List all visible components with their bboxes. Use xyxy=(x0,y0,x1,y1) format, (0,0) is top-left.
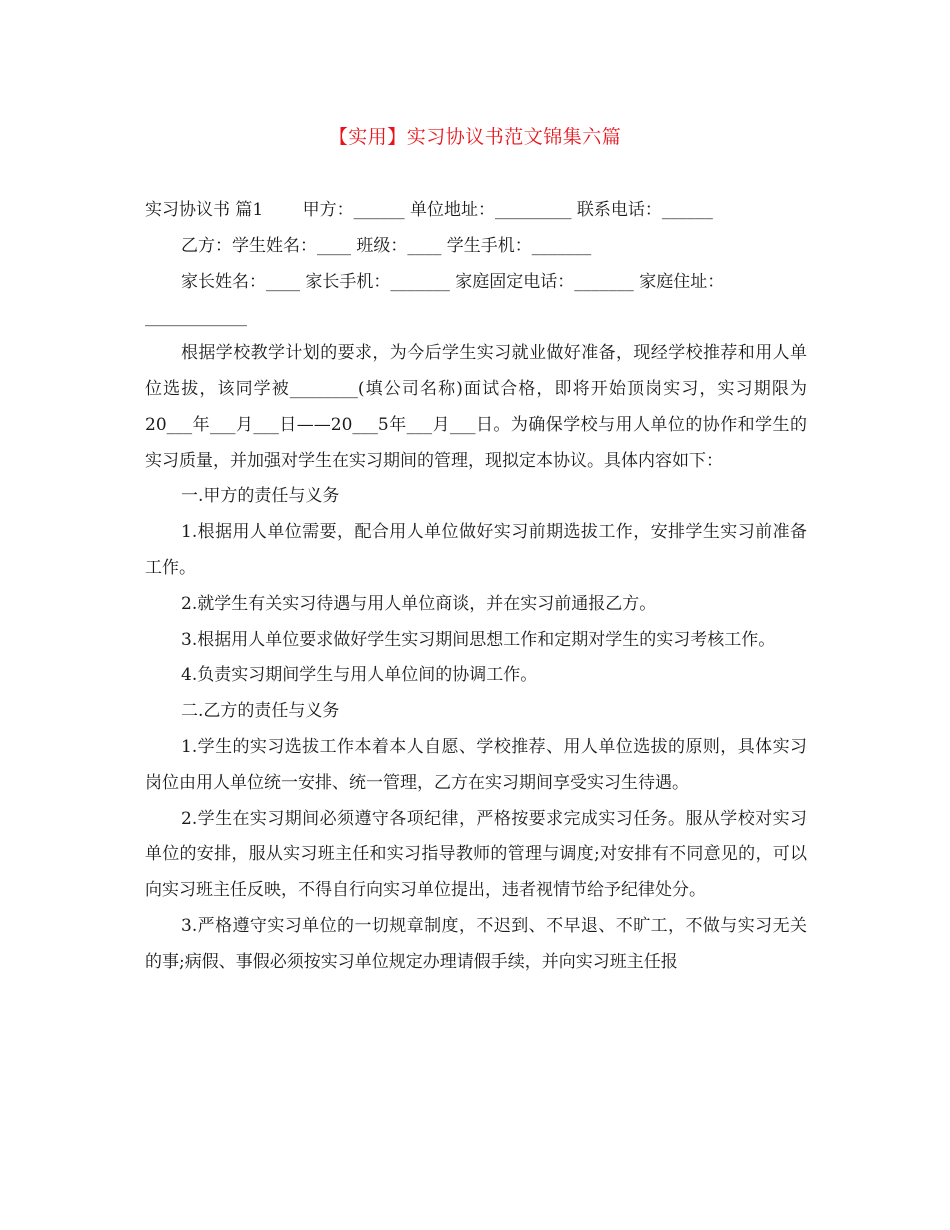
header-line-party-a: 实习协议书 篇1 甲方：______ 单位地址：_________ 联系电话：______ xyxy=(145,200,713,220)
section-heading-party-a: 一.甲方的责任与义务 xyxy=(181,486,340,507)
paragraph-intro: 根据学校教学计划的要求，为今后学生实习就业做好准备，现经学校推荐和用人单位选拔，该同学被________(填公司名称)面试合格，即将开始顶岗实习，实习期限为20___年___月___日——20___5年___月___日。为确保学校与用人单位的协作和学生的实习质量，并加强对学生在实习期间的管理，现拟定本协议。具体内容如下： xyxy=(145,343,807,471)
header-line-address-blank: ____________ xyxy=(145,307,247,328)
clause-a-1: 1.根据用人单位需要，配合用人单位做好实习前期选拔工作，安排学生实习前准备工作。 xyxy=(145,522,807,578)
clause-a-4: 4.负责实习期间学生与用人单位间的协调工作。 xyxy=(181,665,538,686)
clause-a-2: 2.就学生有关实习待遇与用人单位商谈，并在实习前通报乙方。 xyxy=(181,593,657,614)
clause-b-1: 1.学生的实习选拔工作本着本人自愿、学校推荐、用人单位选拔的原则，具体实习岗位由用人单位统一安排、统一管理，乙方在实习期间享受实习生待遇。 xyxy=(145,736,807,793)
document-body xyxy=(145,193,807,981)
document-title: 【实用】实习协议书范文锦集六篇 xyxy=(328,126,622,148)
clause-a-3: 3.根据用人单位要求做好学生实习期间思想工作和定期对学生的实习考核工作。 xyxy=(181,629,776,650)
section-heading-party-b: 二.乙方的责任与义务 xyxy=(181,701,340,722)
header-line-parent: 家长姓名：____ 家长手机：_______ 家庭固定电话：_______ 家庭住址： xyxy=(181,271,725,292)
clause-b-3: 3.严格遵守实习单位的一切规章制度，不迟到、不早退、不旷工，不做与实习无关的事;病假、事假必须按实习单位规定办理请假手续，并向实习班主任报 xyxy=(145,915,807,972)
clause-b-2: 2.学生在实习期间必须遵守各项纪律，严格按要求完成实习任务。服从学校对实习单位的安排，服从实习班主任和实习指导教师的管理与调度;对安排有不同意见的，可以向实习班主任反映，不得自行向实习单位提出，违者视情节给予纪律处分。 xyxy=(145,808,807,901)
header-line-party-b: 乙方：学生姓名：____ 班级：____ 学生手机：_______ xyxy=(181,235,592,256)
